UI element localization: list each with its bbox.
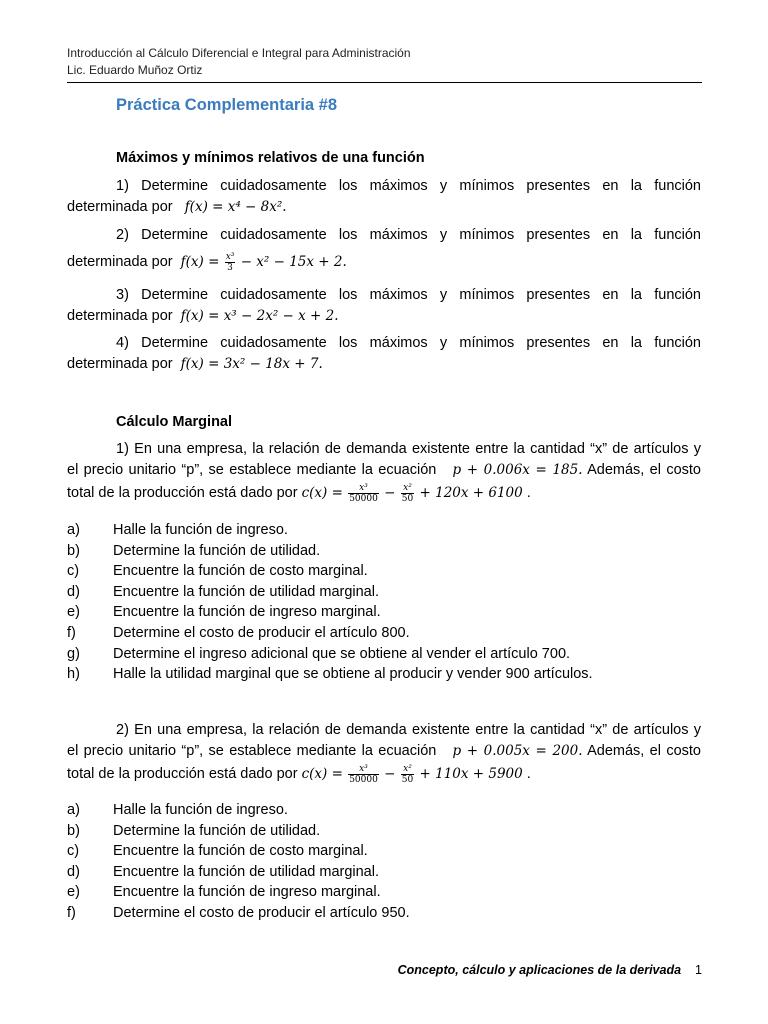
footer-text: Concepto, cálculo y aplicaciones de la derivada	[397, 963, 682, 977]
exercise-3	[67, 285, 701, 327]
list-item: a) Halle la función de ingreso.	[67, 802, 288, 818]
problem-2: 2) En una empresa, la relación de demanda existente entre la cantidad “x” de artículos y el precio unitario “p”, se establece mediante la ecuación p + 0.005x = 200. Además, el costo total de la producción está dado por c(x) = $\frac{\text{x³}}{50000}$ − $\frac{\text{x²}}{50}$ + 110x + 5900 .	[67, 722, 701, 785]
problem-1-items	[67, 520, 593, 685]
cost-function: c(x) = $\frac{\text{x³}}{50000}$ − $\frac{\text{x²}}{50}$ + 110x + 5900	[301, 764, 523, 785]
page-header	[67, 45, 702, 83]
exercise-lead: determinada por	[67, 199, 173, 215]
demand-equation: p + 0.005x = 200.	[452, 743, 583, 759]
list-item: b) Determine la función de utilidad.	[67, 822, 321, 839]
page-number: 1	[695, 963, 702, 977]
exercise-lead: determinada por	[67, 308, 173, 324]
list-item: d) Encuentre la función de utilidad marginal.	[67, 583, 379, 600]
fraction: $\frac{\text{x³}}{3}$	[225, 252, 235, 273]
formula: f(x) = 3x² − 18x + 7.	[180, 356, 323, 372]
formula: f(x) = x⁴ − 8x².	[184, 199, 287, 215]
cost-function: c(x) = $\frac{\text{x³}}{50000}$ − $\frac{\text{x²}}{50}$ + 120x + 6100	[301, 483, 523, 504]
list-item: c) Encuentre la función de costo marginal.	[67, 563, 368, 580]
problem-text: 1) En una empresa, la relación de demanda existente entre la cantidad “x” de artículos y	[116, 441, 701, 457]
formula: f(x) = x³ − 2x² − x + 2.	[180, 308, 339, 324]
exercise-1	[67, 176, 701, 218]
list-item: c) Encuentre la función de costo marginal.	[67, 843, 368, 860]
exercise-2	[67, 225, 701, 273]
problem-1: 1) En una empresa, la relación de demanda existente entre la cantidad “x” de artículos y el precio unitario “p”, se establece mediante la ecuación p + 0.006x = 185. Además, el costo total de la producción está dado por c(x) = $\frac{\text{x³}}{50000}$ − $\frac{\text{x²}}{50}$ + 120x + 6100 .	[67, 441, 701, 504]
demand-equation: p + 0.006x = 185.	[452, 462, 583, 478]
author-name: Lic. Eduardo Muñoz Ortiz	[67, 63, 203, 77]
section-heading-maxmin: Máximos y mínimos relativos de una función	[116, 150, 425, 166]
course-name: Introducción al Cálculo Diferencial e Integral para Administración	[67, 46, 411, 60]
list-item: f) Determine el costo de producir el artículo 800.	[67, 624, 410, 641]
exercise-text: 2) Determine cuidadosamente los máximos y mínimos presentes en la función	[116, 227, 701, 243]
problem-text: 2) En una empresa, la relación de demanda existente entre la cantidad “x” de artículos y	[116, 722, 701, 738]
exercise-text: 3) Determine cuidadosamente los máximos y mínimos presentes en la función	[116, 287, 701, 303]
formula-suffix: − x² − 15x + 2.	[240, 254, 347, 270]
exercise-4	[67, 333, 701, 375]
problem-2-items	[67, 800, 410, 924]
list-item: e) Encuentre la función de ingreso marginal.	[67, 884, 381, 901]
exercise-text: 4) Determine cuidadosamente los máximos y mínimos presentes en la función	[116, 335, 701, 351]
section-heading-marginal: Cálculo Marginal	[116, 414, 233, 430]
list-item: f) Determine el costo de producir el artículo 950.	[67, 904, 410, 921]
list-item: a) Halle la función de ingreso.	[67, 522, 288, 538]
page-title: Práctica Complementaria #8	[116, 96, 338, 114]
formula-prefix: f(x) =	[180, 254, 220, 270]
list-item: h) Halle la utilidad marginal que se obtiene al producir y vender 900 artículos.	[67, 666, 593, 683]
exercise-text: 1) Determine cuidadosamente los máximos y mínimos presentes en la función	[116, 178, 701, 194]
list-item: e) Encuentre la función de ingreso marginal.	[67, 604, 381, 621]
exercise-lead: determinada por	[67, 254, 173, 270]
page-footer	[398, 963, 702, 977]
exercise-lead: determinada por	[67, 356, 173, 372]
list-item: g) Determine el ingreso adicional que se obtiene al vender el artículo 700.	[67, 645, 571, 662]
list-item: d) Encuentre la función de utilidad marginal.	[67, 863, 379, 880]
list-item: b) Determine la función de utilidad.	[67, 542, 321, 559]
